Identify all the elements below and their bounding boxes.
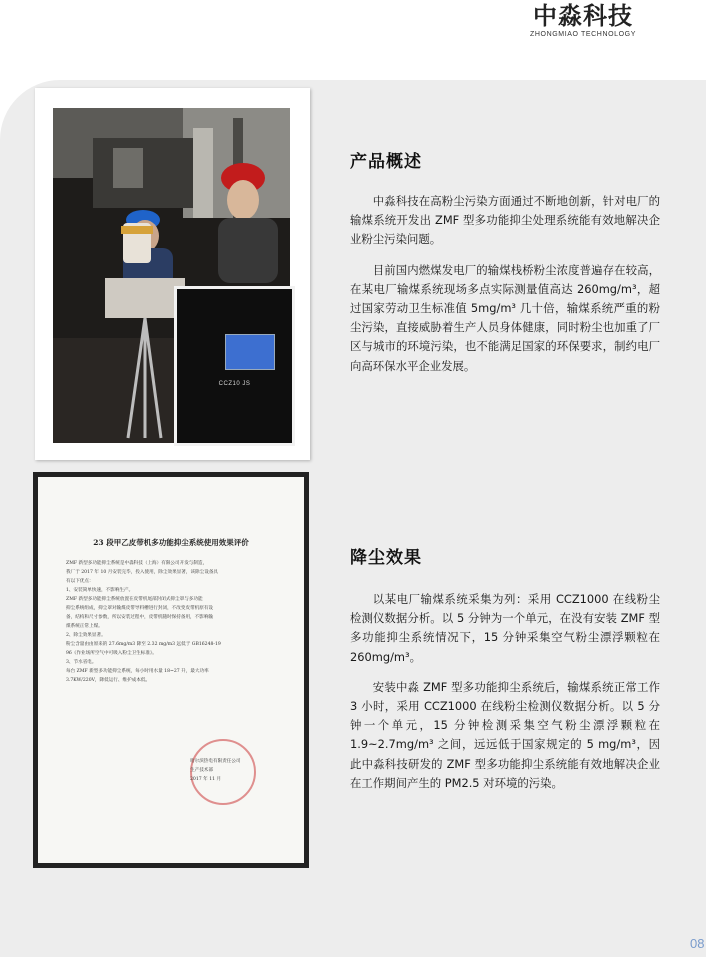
brand-logo bbox=[530, 2, 636, 38]
document-line: 1、安装简单快速，不影响生产。 bbox=[66, 588, 134, 593]
document-line: ZMF 新型多功能抑尘系统放置在皮带机尾部封闭式抑尘罩与多功能 bbox=[66, 597, 203, 602]
effect-heading: 降尘效果 bbox=[350, 548, 422, 568]
effect-section bbox=[350, 543, 660, 793]
document-line: ZMF 新型多功能抑尘系统是中淼科技（上海）有限公司开发与制造， bbox=[66, 561, 208, 566]
document-line: 3、节水省电。 bbox=[66, 660, 97, 665]
effect-paragraph-2: 安装中淼 ZMF 型多功能抑尘系统后，输煤系统正常工作 3 小时，采用 CCZ1000 在线粉尘检测仪数据分析。以 5 分钟一个单元，15 分钟检测采集空气粉尘漂浮颗粒在 1.9~2.7mg/m³ 之间，远远低于国家规定的 5 mg/m³，因此中淼科技研发的 ZMF 型多功能抑尘系统能有效地解决企业在工作期间产生的 PM2.5 对环境的污染。 bbox=[350, 679, 660, 790]
document-line: 煤系统正常上煤。 bbox=[66, 624, 103, 629]
overview-paragraph-2: 目前国内燃煤发电厂的输煤栈桥粉尘浓度普遍存在较高，在某电厂输煤系统现场多点实际测量值高达 260mg/m³，超过国家劳动卫生标准值 5mg/m³ 几十倍，输煤系统严重的粉尘污染，直接威胁着生产人员身体健康，同时粉尘也加重了厂区与城市的环境污染，也不能满足国家的环保要求，制约电厂向高环保水平企业发展。 bbox=[350, 262, 660, 373]
document-line: 2、除尘效果显著。 bbox=[66, 633, 106, 638]
signature-company: 哈尔滨热电有限责任公司 bbox=[190, 759, 241, 764]
device-screen bbox=[225, 334, 275, 370]
document-line: 每台 ZMF 新型多功能抑尘系统，每小时用水量 18~27 升，最大功率 bbox=[66, 669, 209, 674]
document-line: 粉尘含量由由原来的 27.6mg/m3 降至 2.32 mg/m3 远低于 GB16248-19 bbox=[66, 642, 221, 647]
brand-name-en: ZHONGMIAO TECHNOLOGY bbox=[530, 31, 636, 38]
signature-dept: 生产技术部 bbox=[190, 768, 213, 773]
device-inset-photo bbox=[174, 286, 295, 446]
overview-heading: 产品概述 bbox=[350, 152, 422, 172]
overview-paragraph-1: 中淼科技在高粉尘污染方面通过不断地创新，针对电厂的输煤系统开发出 ZMF 型多功能抑尘处理系统能有效地解决企业粉尘污染问题。 bbox=[350, 194, 660, 247]
evaluation-document bbox=[38, 477, 304, 863]
document-line: 抑尘系统组成，抑尘罩对输煤皮带导料槽进行封闭，不改变皮带机原有设 bbox=[66, 606, 214, 611]
document-line: 96《作业场所空气中可吸入粉尘卫生标准》。 bbox=[66, 651, 157, 656]
document-line: 3.7KW/220V，降低运行、维护成本低。 bbox=[66, 678, 151, 683]
document-line: 备，结构和尺寸参数，所以安装过程中，皮带机随时保持备用，不影响输 bbox=[66, 615, 214, 620]
signature-date: 2017 年 11 月 bbox=[190, 777, 222, 782]
effect-paragraph-1: 以某电厂输煤系统采集为列：采用 CCZ1000 在线粉尘检测仪数据分析。以 5 分钟为一个单元，在没有安装 ZMF 型多功能抑尘系统情况下，15 分钟采集空气粉尘漂浮颗粒在 260mg/m³。 bbox=[350, 592, 660, 664]
document-line: 有以下优点： bbox=[66, 579, 94, 584]
overview-section bbox=[350, 147, 660, 376]
page-number: 08 bbox=[690, 936, 705, 951]
document-title: 23 段甲乙皮带机多功能抑尘系统使用效果评价 bbox=[93, 538, 249, 547]
document-line: 我厂于 2017 年 10 月安装完毕，投入使用，除尘效果显著，该除尘设备具 bbox=[66, 570, 219, 575]
document-signature bbox=[190, 757, 290, 784]
device-label: CCZ10 JS bbox=[218, 381, 251, 387]
evaluation-document-frame bbox=[33, 472, 309, 868]
brand-name-cn: 中淼科技 bbox=[533, 2, 633, 30]
site-photo-frame bbox=[35, 88, 310, 460]
document-body bbox=[66, 559, 278, 685]
